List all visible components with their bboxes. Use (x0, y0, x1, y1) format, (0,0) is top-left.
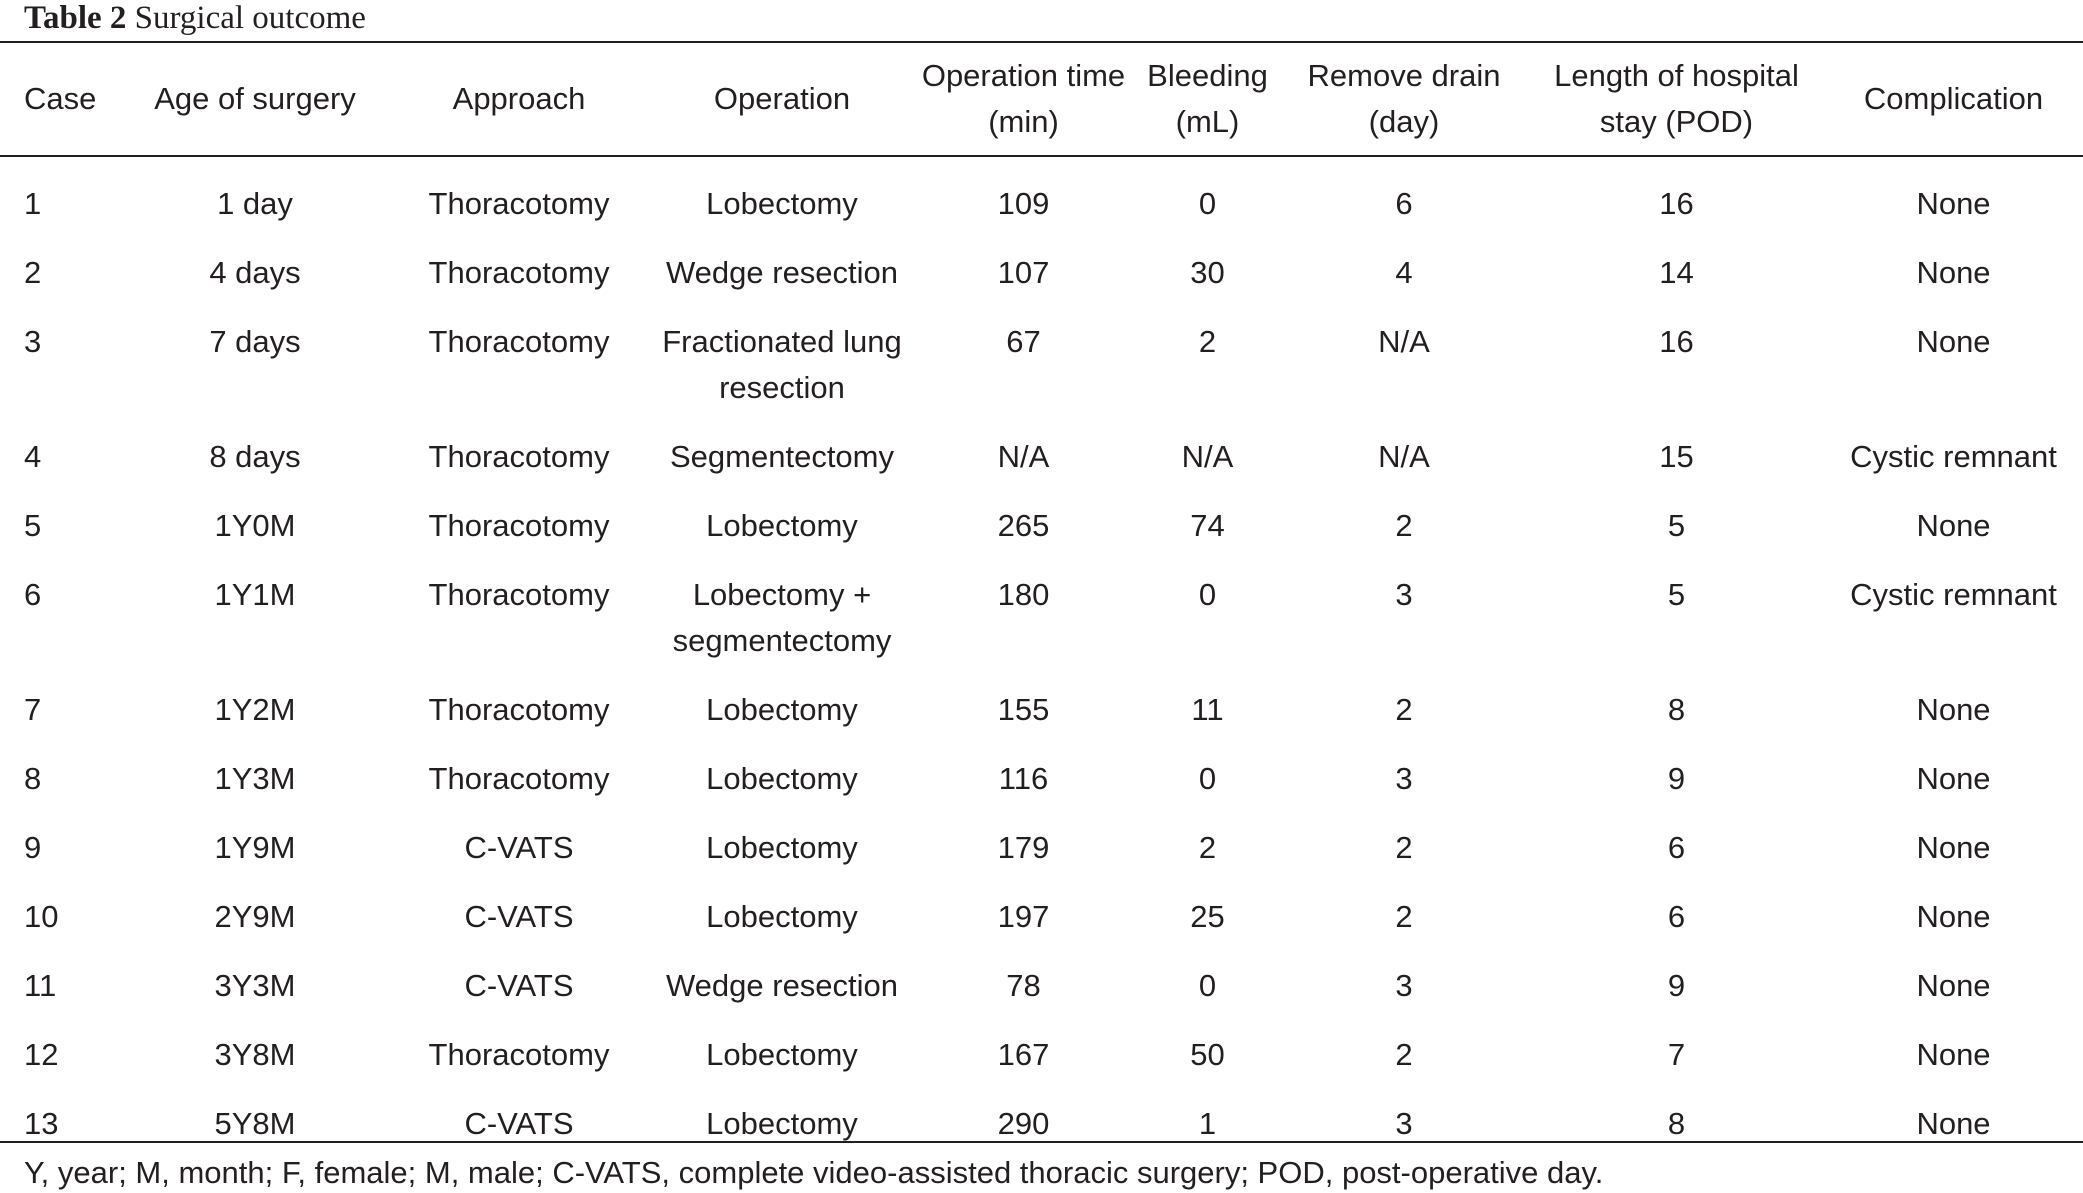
cell-operation-time: 109 (997, 186, 1050, 221)
cell-age: 8 days (209, 439, 301, 474)
cell-hospital-stay: 9 (1667, 968, 1686, 1003)
table-row (0, 155, 2083, 250)
table-title: Surgical outcome (134, 0, 366, 36)
header-operation: Operation (713, 81, 851, 116)
cell-bleeding: 0 (1198, 761, 1217, 796)
cell-case: 5 (24, 508, 42, 543)
cell-hospital-stay: 5 (1667, 577, 1686, 612)
cell-operation-time: 167 (997, 1037, 1050, 1072)
cell-operation-time: 116 (998, 761, 1049, 796)
cell-bleeding: 0 (1198, 968, 1217, 1003)
cell-remove-drain: 2 (1395, 508, 1413, 543)
cell-operation: Wedge resection (665, 255, 899, 290)
table-row (0, 250, 2083, 319)
cell-complication: None (1916, 324, 1991, 359)
cell-approach: Thoracotomy (428, 577, 610, 612)
cell-operation-time: 78 (1006, 968, 1041, 1003)
cell-approach: Thoracotomy (428, 1037, 610, 1072)
cell-approach: Thoracotomy (428, 439, 610, 474)
cell-age: 4 days (209, 255, 301, 290)
cell-case: 4 (24, 439, 42, 474)
cell-complication: None (1916, 186, 1991, 221)
cell-complication: Cystic remnant (1850, 577, 2057, 612)
cell-bleeding: 11 (1191, 692, 1224, 727)
cell-hospital-stay: 14 (1659, 255, 1694, 290)
cell-age: 1Y1M (214, 577, 296, 612)
cell-operation: Lobectomy (706, 186, 858, 221)
cell-operation-time: 155 (997, 692, 1050, 727)
cell-complication: None (1916, 968, 1991, 1003)
cell-case: 6 (24, 577, 42, 612)
cell-complication: None (1916, 1106, 1991, 1141)
cell-bleeding: 0 (1198, 577, 1217, 612)
cell-operation-time: 107 (997, 255, 1050, 290)
cell-approach: C-VATS (464, 968, 574, 1003)
cell-remove-drain: 2 (1395, 692, 1413, 727)
cell-bleeding: 2 (1198, 324, 1217, 359)
cell-operation-time: N/A (997, 439, 1050, 474)
cell-operation: Fractionated lung resection (662, 324, 902, 405)
cell-complication: None (1916, 830, 1991, 865)
cell-bleeding: N/A (1181, 439, 1234, 474)
cell-age: 1 day (217, 186, 293, 221)
cell-complication: None (1916, 255, 1991, 290)
header-age: Age of surgery (154, 81, 356, 116)
cell-age: 3Y8M (214, 1037, 296, 1072)
cell-hospital-stay: 7 (1667, 1037, 1686, 1072)
cell-case: 9 (24, 830, 42, 865)
cell-remove-drain: 2 (1395, 899, 1413, 934)
cell-bleeding: 2 (1198, 830, 1217, 865)
header-complication: Complication (1863, 81, 2044, 116)
cell-age: 2Y9M (214, 899, 296, 934)
cell-remove-drain: 3 (1395, 577, 1413, 612)
header-operation-time: Operation time (min) (921, 58, 1126, 139)
cell-operation-time: 197 (997, 899, 1050, 934)
cell-age: 3Y3M (214, 968, 296, 1003)
cell-age: 1Y0M (214, 508, 296, 543)
table-row (0, 572, 2083, 687)
cell-bleeding: 25 (1190, 899, 1225, 934)
table-row (0, 756, 2083, 825)
surgical-outcome-table (0, 43, 2083, 1170)
cell-operation: Lobectomy (706, 1037, 858, 1072)
cell-hospital-stay: 8 (1667, 692, 1686, 727)
cell-age: 1Y3M (214, 761, 296, 796)
table-row (0, 434, 2083, 503)
header-approach: Approach (452, 81, 586, 116)
cell-complication: None (1916, 899, 1991, 934)
cell-operation-time: 67 (1006, 324, 1041, 359)
cell-approach: Thoracotomy (428, 692, 610, 727)
cell-remove-drain: N/A (1378, 324, 1430, 359)
cell-complication: None (1916, 692, 1991, 727)
cell-operation: Segmentectomy (670, 439, 894, 474)
cell-hospital-stay: 16 (1659, 186, 1694, 221)
cell-remove-drain: 6 (1395, 186, 1413, 221)
cell-approach: Thoracotomy (428, 761, 610, 796)
cell-hospital-stay: 6 (1667, 830, 1686, 865)
cell-operation-time: 290 (997, 1106, 1050, 1141)
cell-hospital-stay: 15 (1659, 439, 1694, 474)
cell-case: 1 (24, 186, 42, 221)
cell-bleeding: 1 (1198, 1106, 1217, 1141)
cell-operation: Lobectomy (706, 830, 858, 865)
cell-hospital-stay: 5 (1667, 508, 1686, 543)
cell-bleeding: 0 (1198, 186, 1217, 221)
cell-case: 3 (24, 324, 42, 359)
cell-bleeding: 74 (1190, 508, 1225, 543)
cell-case: 11 (24, 968, 57, 1003)
cell-age: 5Y8M (214, 1106, 296, 1141)
table-row (0, 687, 2083, 756)
table-row (0, 825, 2083, 894)
table-row (0, 319, 2083, 434)
header-bleeding: Bleeding (mL) (1147, 58, 1268, 139)
table-row (0, 1032, 2083, 1101)
cell-complication: Cystic remnant (1850, 439, 2057, 474)
cell-operation: Lobectomy (706, 761, 858, 796)
cell-approach: C-VATS (464, 899, 574, 934)
cell-remove-drain: 3 (1395, 1106, 1413, 1141)
cell-hospital-stay: 6 (1667, 899, 1686, 934)
cell-operation-time: 179 (997, 830, 1050, 865)
cell-hospital-stay: 16 (1659, 324, 1694, 359)
cell-case: 2 (24, 255, 42, 290)
cell-approach: Thoracotomy (428, 186, 610, 221)
cell-operation: Lobectomy (706, 508, 858, 543)
header-case: Case (24, 81, 97, 116)
cell-approach: Thoracotomy (428, 324, 610, 359)
cell-remove-drain: 4 (1395, 255, 1413, 290)
cell-remove-drain: 2 (1395, 830, 1413, 865)
cell-operation: Wedge resection (665, 968, 899, 1003)
cell-approach: C-VATS (464, 1106, 574, 1141)
header-remove-drain: Remove drain (day) (1307, 58, 1501, 139)
table-row (0, 963, 2083, 1032)
cell-operation: Lobectomy (706, 899, 858, 934)
cell-approach: Thoracotomy (428, 255, 610, 290)
table-row (0, 503, 2083, 572)
cell-age: 1Y9M (214, 830, 296, 865)
cell-operation-time: 265 (997, 508, 1050, 543)
cell-approach: C-VATS (464, 830, 574, 865)
table-body (0, 155, 2083, 1170)
cell-remove-drain: 2 (1395, 1037, 1413, 1072)
cell-case: 7 (24, 692, 42, 727)
cell-hospital-stay: 8 (1667, 1106, 1686, 1141)
cell-operation: Lobectomy (706, 692, 858, 727)
header-row (0, 43, 2083, 155)
cell-approach: Thoracotomy (428, 508, 610, 543)
cell-operation: Lobectomy (706, 1106, 858, 1141)
table-row (0, 894, 2083, 963)
cell-bleeding: 50 (1190, 1037, 1225, 1072)
cell-bleeding: 30 (1190, 255, 1225, 290)
table-footnote: Y, year; M, month; F, female; M, male; C-VATS, complete video-assisted thoracic surgery; POD, post-operative day. (24, 1155, 1604, 1190)
cell-age: 7 days (209, 324, 301, 359)
cell-operation-time: 180 (997, 577, 1050, 612)
cell-complication: None (1916, 508, 1991, 543)
cell-case: 13 (24, 1106, 59, 1141)
table-caption (24, 0, 366, 36)
table-number: Table 2 (24, 0, 127, 36)
cell-operation: Lobectomy + segmentectomy (672, 577, 892, 658)
cell-remove-drain: 3 (1395, 761, 1413, 796)
cell-complication: None (1916, 1037, 1991, 1072)
cell-remove-drain: 3 (1395, 968, 1413, 1003)
header-hospital-stay: Length of hospital stay (POD) (1554, 58, 1799, 139)
cell-complication: None (1916, 761, 1991, 796)
cell-case: 8 (24, 761, 42, 796)
cell-case: 10 (24, 899, 59, 934)
cell-age: 1Y2M (214, 692, 296, 727)
cell-hospital-stay: 9 (1667, 761, 1686, 796)
cell-remove-drain: N/A (1378, 439, 1430, 474)
cell-case: 12 (24, 1037, 59, 1072)
